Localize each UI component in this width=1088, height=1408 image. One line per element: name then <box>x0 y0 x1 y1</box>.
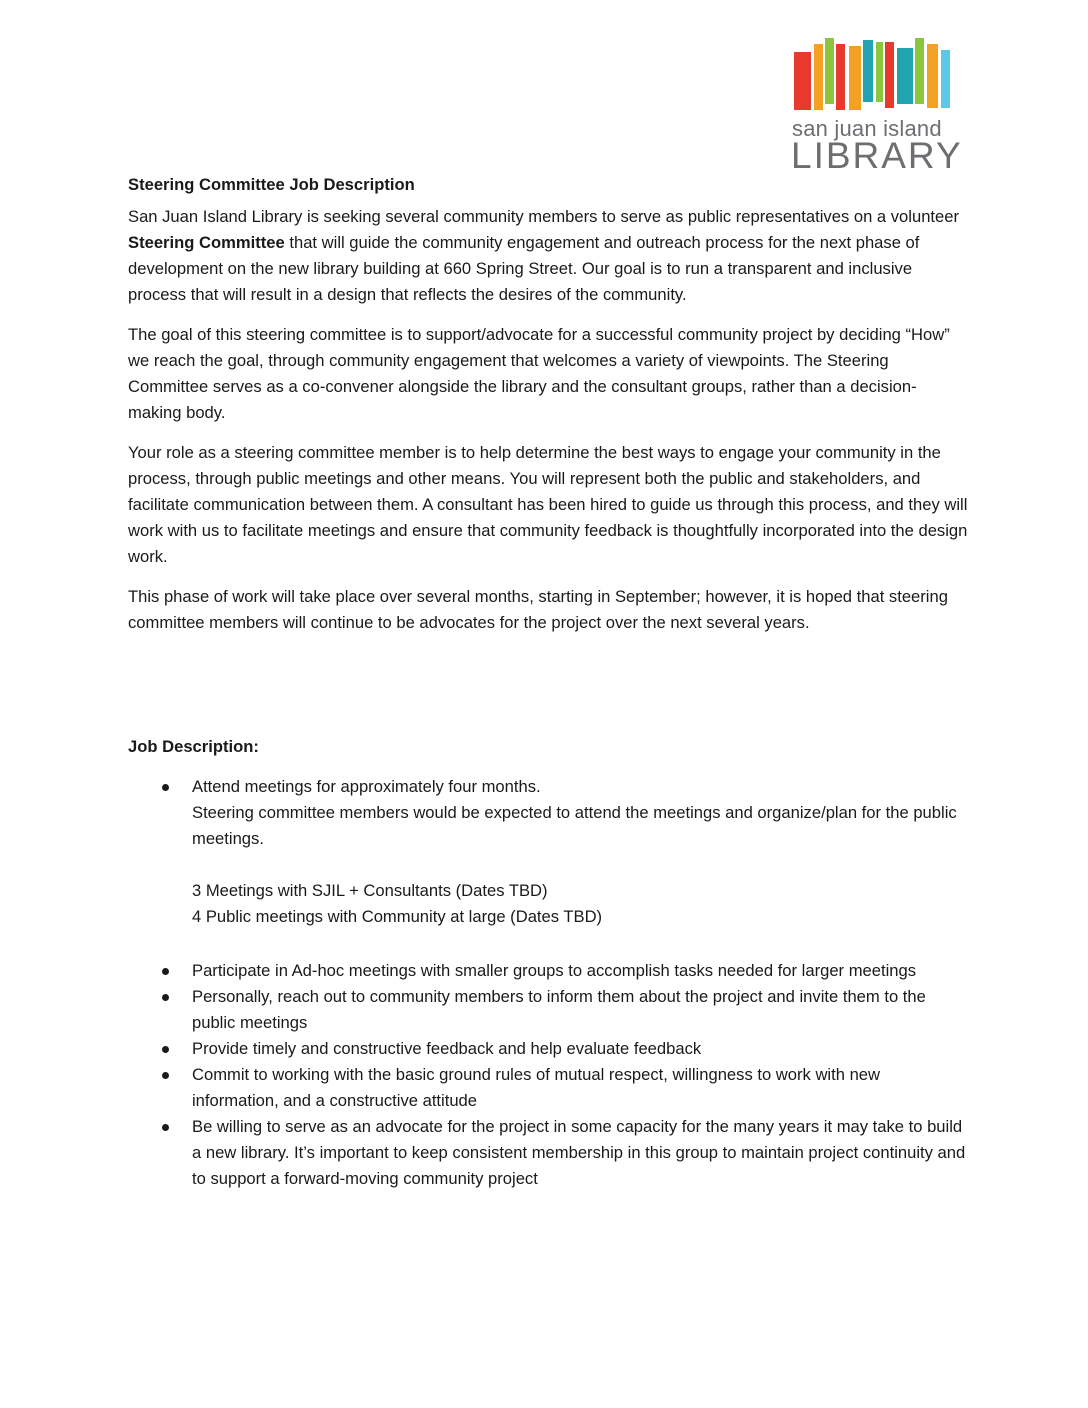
intro-text-part1: San Juan Island Library is seeking several community members to serve as public representatives on a volunteer <box>128 207 960 226</box>
meetings-sjil-consultants: 3 Meetings with SJIL + Consultants (Dates TBD) <box>192 881 548 900</box>
list-item-outreach: Personally, reach out to community members to inform them about the project and invite them to the public meetings <box>128 984 968 1036</box>
intro-bold-steering-committee: Steering Committee <box>128 233 285 252</box>
blank-line <box>192 852 968 878</box>
logo-bar <box>885 42 894 108</box>
logo-bar <box>897 48 913 104</box>
list-item-ground-rules: Commit to working with the basic ground rules of mutual respect, willingness to work with new information, and a constructive attitude <box>128 1062 968 1114</box>
logo-bar <box>941 50 950 108</box>
logo-bar <box>915 38 924 104</box>
logo-text-library: LIBRARY <box>791 135 963 176</box>
logo-bar <box>876 42 883 102</box>
logo-bars-graphic <box>794 34 959 114</box>
intro-paragraph <box>128 204 968 308</box>
library-logo <box>788 34 968 176</box>
attend-meetings-expectation: Steering committee members would be expected to attend the meetings and organize/plan for the public meetings. <box>192 803 957 848</box>
logo-bar <box>814 44 823 110</box>
paragraph-role: Your role as a steering committee member is to help determine the best ways to engage your community in the process, through public meetings and other means. You will represent both the public and stakeholders, and facilitate communication between them. A consultant has been hired to guide us through this process, and they will work with us to facilitate meetings and ensure that community feedback is thoughtfully incorporated into the design work. <box>128 443 968 566</box>
logo-bar <box>927 44 938 108</box>
list-item-adhoc-meetings: Participate in Ad-hoc meetings with smaller groups to accomplish tasks needed for larger meetings <box>128 958 968 984</box>
list-item-feedback: Provide timely and constructive feedback and help evaluate feedback <box>128 1036 968 1062</box>
job-description-list <box>128 774 968 1192</box>
intro-text-part2: that will guide the community engagement and outreach process for the next phase of development on the new library building at 660 Spring Street. Our goal is to run a transparent and inclusive process that will result in a design that reflects the desires of the community. <box>128 233 920 304</box>
meetings-public-community: 4 Public meetings with Community at large (Dates TBD) <box>192 907 603 926</box>
logo-bar <box>825 38 834 104</box>
attend-meetings-line: Attend meetings for approximately four months. <box>192 777 541 796</box>
logo-bar <box>836 44 845 110</box>
section-spacer <box>128 650 968 734</box>
list-item-advocate: Be willing to serve as an advocate for the project in some capacity for the many years it may take to build a new library. It’s important to keep consistent membership in this group to maintain project continuity and to support a forward-moving community project <box>128 1114 968 1192</box>
document-title: Steering Committee Job Description <box>128 175 415 194</box>
logo-text-san-juan-island: san juan island <box>792 116 942 141</box>
logo-bar <box>849 46 861 110</box>
paragraph-timeline: This phase of work will take place over several months, starting in September; however, it is hoped that steering committee members will continue to be advocates for the project over the next several years. <box>128 587 948 632</box>
list-item-attend-meetings <box>128 774 968 930</box>
logo-bar <box>794 52 811 110</box>
job-description-heading: Job Description: <box>128 737 259 756</box>
logo-bar <box>863 40 873 102</box>
document-body <box>128 172 968 1192</box>
paragraph-goal: The goal of this steering committee is to support/advocate for a successful community project by deciding “How” we reach the goal, through community engagement that welcomes a variety of viewpoints. The Steering Committee serves as a co-convener alongside the library and the consultant groups, rather than a decision-making body. <box>128 325 950 422</box>
